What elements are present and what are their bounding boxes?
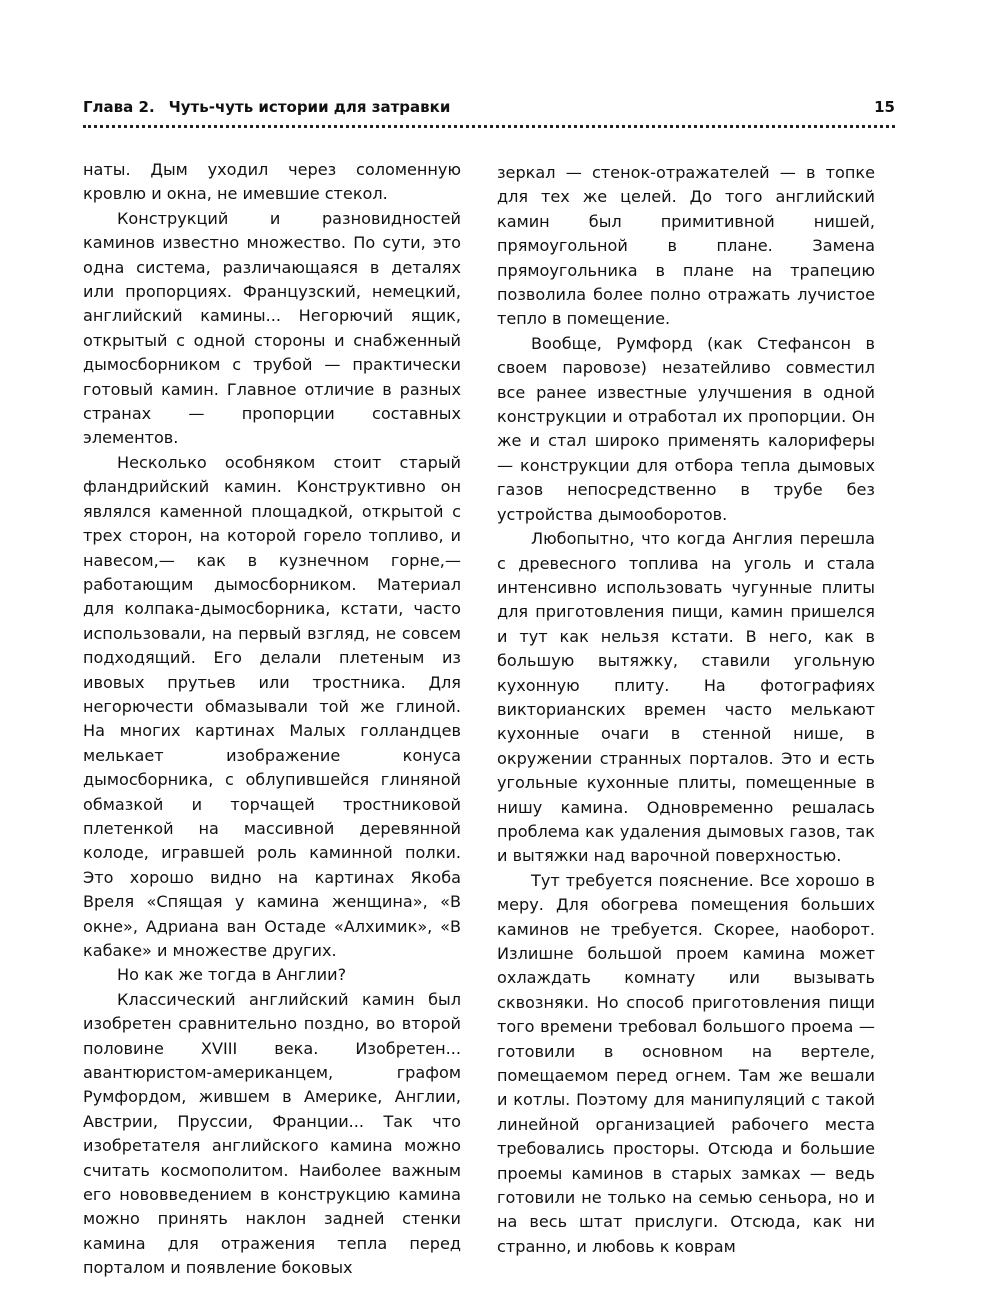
paragraph: Вообще, Румфорд (как Стефансон в своем паровозе) незатейливо совместил все ранее известные улучшения в одной конструкции и отработал их пропорции. Он же и стал широко применять калориферы — конструкции для отбора тепла дымовых газов непосредственно в трубе без устройства дымооборотов. [497,333,875,524]
header-dotted-rule [83,125,895,128]
paragraph: Тут требуется пояснение. Все хорошо в меру. Для обогрева помещения больших каминов не требуется. Скорее, наоборот. Излишне большой проем камина может охлаждать комнату или вызывать сквозняки. Но способ приготовления пищи того времени требовал большого проема — готовили в основном на вертеле, помещаемом перед огнем. Там же вешали и котлы. Поэтому для манипуляций с такой линейной организацией рабочего места требовались просторы. Отсюда и большие проемы каминов в старых замках — ведь готовили не только на семью сеньора, но и на весь штат прислуги. Отсюда, как ни странно, и любовь к коврам [497,870,875,1256]
right-column [497,161,875,1259]
paragraph: наты. Дым уходил через соломенную кровлю и окна, не имевшие стекол. [83,160,461,204]
chapter-title: Чуть-чуть истории для затравки [168,98,451,116]
chapter-heading [83,98,450,116]
paragraph: зеркал — стенок-отражателей — в топке для тех же целей. До того английский камин был примитивной нишей, прямоугольной в плане. Замена прямоугольника в плане на трапецию позволила более полно отражать лучистое тепло в помещение. [497,163,875,329]
paragraph: Конструкций и разновидностей каминов известно множество. По сути, это одна система, различающаяся в деталях или пропорциях. Французский, немецкий, английский камины... Негорючий ящик, открытый с одной стороны и снабженный дымосборником с трубой — практически готовый камин. Главное отличие в разных странах — пропорции составных элементов. [83,208,461,448]
paragraph: Любопытно, что когда Англия перешла с древесного топлива на уголь и стала интенсивно использовать чугунные плиты для приготовления пищи, камин пришелся и тут как нельзя кстати. В него, как в большую вытяжку, ставили угольную кухонную плиту. На фотографиях викторианских времен часто мелькают кухонные очаги в стенной нише, в окружении странных порталов. Это и есть угольные кухонные плиты, помещенные в нишу камина. Одновременно решалась проблема как удаления дымовых газов, так и вытяжки над варочной поверхностью. [497,529,875,866]
left-column [83,158,461,1281]
page-number: 15 [874,98,895,116]
chapter-label: Глава 2. [83,98,155,116]
paragraph: Несколько особняком стоит старый фландрийский камин. Конструктивно он являлся каменной площадкой, открытой с трех сторон, на которой горело топливо, и навесом,— как в кузнечном горне,— работающим дымосборником. Материал для колпака-дымосборника, кстати, часто использовали, на первый взгляд, не совсем подходящий. Его делали плетеным из ивовых прутьев или тростника. Для негорючести обмазывали той же глиной. На многих картинах Малых голландцев мелькает изображение конуса дымосборника, с облупившейся глиняной обмазкой и торчащей тростниковой плетенкой на массивной деревянной колоде, игравшей роль каминной полки. Это хорошо видно на картинах Якоба Вреля «Спящая у камина женщина», «В окне», Адриана ван Остаде «Алхимик», «В кабаке» и множестве других. [83,452,461,960]
paragraph: Но как же тогда в Англии? [117,965,347,985]
paragraph: Классический английский камин был изобретен сравнительно поздно, во второй половине XVIII века. Изобретен... авантюристом-американцем, графом Румфордом, жившем в Америке, Англии, Австрии, Пруссии, Франции... Так что изобретателя английского камина можно считать космополитом. Наиболее важным его нововведением в конструкцию камина можно принять наклон задней стенки камина для отражения тепла перед порталом и появление боковых [83,989,461,1278]
running-header [83,98,895,118]
